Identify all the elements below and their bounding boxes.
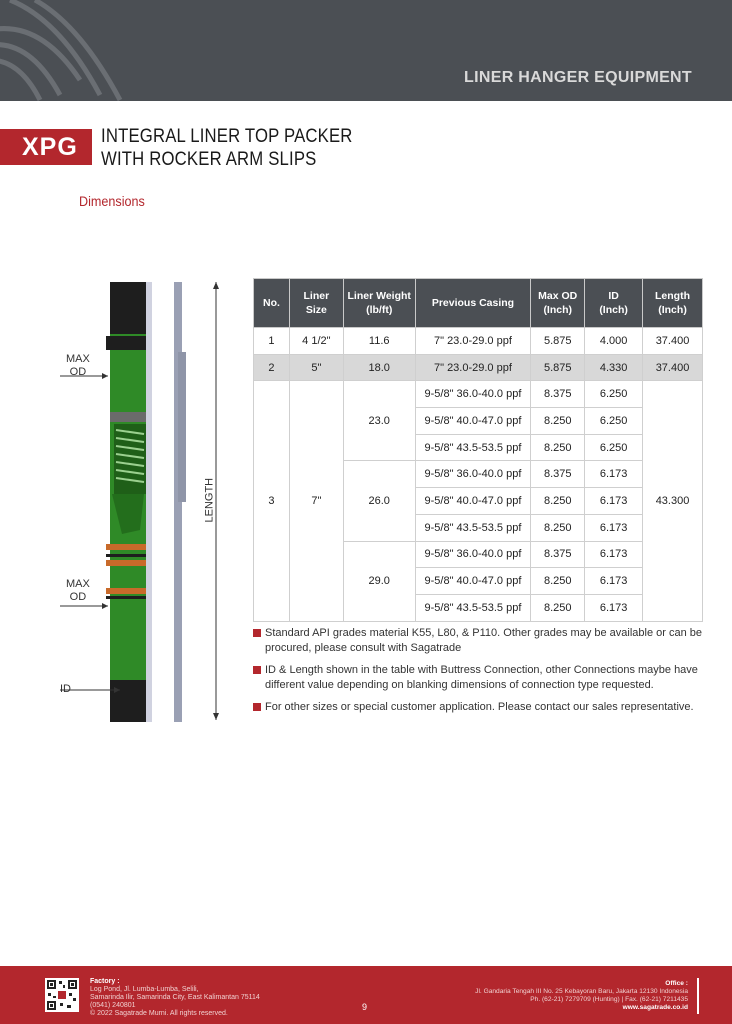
- cell-previous-casing: 7" 23.0-29.0 ppf: [415, 328, 531, 355]
- note-item: [253, 663, 713, 693]
- table-row: [254, 354, 703, 381]
- col-header-no: No.: [254, 279, 290, 328]
- page-footer: [0, 966, 732, 1024]
- cell-id: 4.000: [585, 328, 643, 355]
- square-bullet-icon: [253, 629, 261, 637]
- office-address: [475, 980, 688, 1012]
- max-od-label-lower: [66, 578, 90, 604]
- cell-id: 4.330: [585, 354, 643, 381]
- col-header-previous-casing: Previous Casing: [415, 279, 531, 328]
- col-header-max-od-b: (Inch): [543, 304, 573, 316]
- col-header-liner-weight: [343, 279, 415, 328]
- cell-max-od: 5.875: [531, 328, 585, 355]
- col-header-max-od-a: Max OD: [538, 290, 578, 302]
- cell-previous-casing: 9-5/8" 40.0-47.0 ppf: [415, 408, 531, 435]
- product-title: [101, 125, 383, 171]
- table-row: [254, 328, 703, 355]
- cell-no: 3: [254, 381, 290, 621]
- cell-liner-weight: 23.0: [343, 381, 415, 461]
- col-header-max-od: [531, 279, 585, 328]
- note-item: [253, 626, 713, 656]
- cell-id: 6.250: [585, 408, 643, 435]
- col-header-id-a: ID: [608, 290, 619, 302]
- cell-id: 6.173: [585, 594, 643, 621]
- product-title-line2: WITH ROCKER ARM SLIPS: [101, 149, 317, 170]
- copyright: © 2022 Sagatrade Murni. All rights reserved.: [90, 1010, 228, 1017]
- factory-label: Factory :: [90, 978, 120, 985]
- note-text: ID & Length shown in the table with Buttress Connection, other Connections maybe have different value depending on blanking dimensions of connection type requested.: [265, 664, 698, 691]
- col-header-liner-size: Liner Size: [289, 279, 343, 328]
- office-line2: Ph. (62-21) 7279709 (Hunting) | Fax. (62-21) 7211435: [530, 996, 688, 1003]
- cell-max-od: 8.375: [531, 381, 585, 408]
- cell-no: 2: [254, 354, 290, 381]
- product-title-line1: INTEGRAL LINER TOP PACKER: [101, 126, 353, 147]
- notes-list: [253, 626, 713, 722]
- cell-id: 6.173: [585, 488, 643, 515]
- cell-previous-casing: 9-5/8" 40.0-47.0 ppf: [415, 488, 531, 515]
- max-od-label-upper: [66, 353, 90, 379]
- col-header-id-b: (Inch): [599, 304, 628, 316]
- max-od-label-lower-b: OD: [69, 591, 87, 603]
- note-item: [253, 700, 713, 715]
- cell-liner-size: 4 1/2": [289, 328, 343, 355]
- factory-address: [90, 978, 260, 1018]
- cell-no: 1: [254, 328, 290, 355]
- col-header-length: [643, 279, 703, 328]
- cell-previous-casing: 9-5/8" 40.0-47.0 ppf: [415, 568, 531, 595]
- cell-previous-casing: 9-5/8" 43.5-53.5 ppf: [415, 594, 531, 621]
- office-label: Office :: [665, 980, 688, 987]
- office-line1: Jl. Gandaria Tengah III No. 25 Kebayoran Baru, Jakarta 12130 Indonesia: [475, 988, 688, 995]
- cell-previous-casing: 9-5/8" 43.5-53.5 ppf: [415, 514, 531, 541]
- factory-phone: (0541) 240801: [90, 1002, 136, 1009]
- length-label: LENGTH: [203, 477, 216, 523]
- table-header-row: [254, 279, 703, 328]
- cell-liner-weight: 18.0: [343, 354, 415, 381]
- cell-previous-casing: 9-5/8" 36.0-40.0 ppf: [415, 381, 531, 408]
- cell-id: 6.250: [585, 434, 643, 461]
- cell-max-od: 8.375: [531, 461, 585, 488]
- cell-max-od: 8.375: [531, 541, 585, 568]
- section-title: LINER HANGER EQUIPMENT: [464, 69, 692, 86]
- col-header-id: [585, 279, 643, 328]
- id-label: ID: [60, 683, 71, 695]
- max-od-label-upper-a: MAX: [66, 353, 90, 365]
- cell-previous-casing: 9-5/8" 36.0-40.0 ppf: [415, 541, 531, 568]
- factory-line1: Log Pond, Jl. Lumba-Lumba, Selili,: [90, 986, 199, 993]
- cell-id: 6.250: [585, 381, 643, 408]
- cell-length: 37.400: [643, 354, 703, 381]
- col-header-liner-weight-a: Liner Weight: [347, 290, 411, 302]
- col-header-liner-weight-b: (lb/ft): [366, 304, 393, 316]
- cell-previous-casing: 9-5/8" 43.5-53.5 ppf: [415, 434, 531, 461]
- dimensions-subheading: Dimensions: [79, 193, 145, 209]
- cell-max-od: 8.250: [531, 594, 585, 621]
- cell-max-od: 8.250: [531, 434, 585, 461]
- cell-liner-size: 5": [289, 354, 343, 381]
- cell-id: 6.173: [585, 541, 643, 568]
- product-code-badge: XPG: [0, 129, 92, 165]
- footer-divider: [697, 978, 699, 1014]
- square-bullet-icon: [253, 703, 261, 711]
- max-od-label-lower-a: MAX: [66, 578, 90, 590]
- cell-id: 6.173: [585, 568, 643, 595]
- website-link[interactable]: www.sagatrade.co.id: [622, 1004, 688, 1011]
- cell-length: 43.300: [643, 381, 703, 621]
- cell-id: 6.173: [585, 514, 643, 541]
- cell-max-od: 8.250: [531, 488, 585, 515]
- table-row: [254, 381, 703, 408]
- factory-line2: Samarinda Ilir, Samarinda City, East Kalimantan 75114: [90, 994, 260, 1001]
- cell-previous-casing: 9-5/8" 36.0-40.0 ppf: [415, 461, 531, 488]
- cell-max-od: 5.875: [531, 354, 585, 381]
- cell-liner-weight: 29.0: [343, 541, 415, 621]
- col-header-length-a: Length: [655, 290, 691, 302]
- note-text: For other sizes or special customer application. Please contact our sales representative.: [265, 701, 694, 713]
- dimensions-table: [253, 278, 703, 622]
- tool-drawing: [60, 272, 240, 732]
- cell-max-od: 8.250: [531, 408, 585, 435]
- max-od-label-upper-b: OD: [69, 366, 87, 378]
- page-header: [0, 0, 732, 101]
- cell-max-od: 8.250: [531, 514, 585, 541]
- cell-length: 37.400: [643, 328, 703, 355]
- cell-liner-weight: 11.6: [343, 328, 415, 355]
- cell-liner-weight: 26.0: [343, 461, 415, 541]
- qr-code-icon[interactable]: [45, 978, 79, 1012]
- cell-max-od: 8.250: [531, 568, 585, 595]
- company-logo-mark: [0, 0, 140, 101]
- cell-liner-size: 7": [289, 381, 343, 621]
- page-number: 9: [362, 1002, 368, 1012]
- note-text: Standard API grades material K55, L80, & P110. Other grades may be available or can be procured, please consult with Sagatrade: [265, 627, 703, 654]
- col-header-length-b: (Inch): [658, 304, 687, 316]
- square-bullet-icon: [253, 666, 261, 674]
- cell-previous-casing: 7" 23.0-29.0 ppf: [415, 354, 531, 381]
- cell-id: 6.173: [585, 461, 643, 488]
